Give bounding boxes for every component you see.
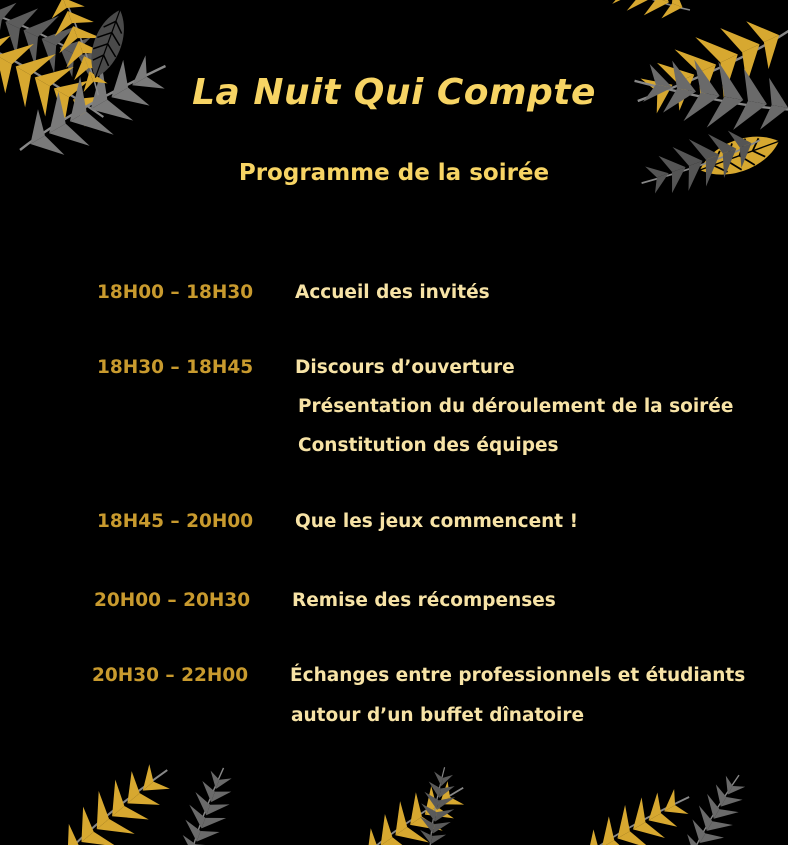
palm-leaf-icon (567, 775, 701, 845)
schedule-activity: Remise des récompenses (292, 590, 556, 611)
palm-leaf-icon (577, 0, 698, 31)
event-title: La Nuit Qui Compte (192, 72, 596, 113)
schedule-time: 18H45 – 20H00 (97, 511, 254, 532)
schedule-time: 20H00 – 20H30 (94, 590, 251, 611)
palm-leaf-icon (172, 761, 242, 845)
schedule-activity: Échanges entre professionnels et étudiants (290, 665, 746, 686)
palm-leaf-icon (413, 764, 461, 845)
schedule-time: 18H00 – 18H30 (97, 282, 254, 303)
palm-leaf-icon (346, 767, 478, 845)
schedule-activity: Constitution des équipes (298, 435, 559, 456)
program-subtitle: Programme de la soirée (238, 160, 550, 186)
schedule-activity: Discours d’ouverture (295, 357, 515, 378)
schedule-time: 18H30 – 18H45 (97, 357, 254, 378)
schedule-activity: Accueil des invités (295, 282, 490, 303)
schedule-activity: Que les jeux commencent ! (295, 511, 579, 532)
palm-leaf-icon (42, 749, 185, 845)
schedule-activity: autour d’un buffet dînatoire (291, 705, 585, 726)
palm-leaf-icon (673, 765, 756, 845)
schedule-activity: Présentation du déroulement de la soirée (298, 396, 734, 417)
schedule-time: 20H30 – 22H00 (92, 665, 249, 686)
